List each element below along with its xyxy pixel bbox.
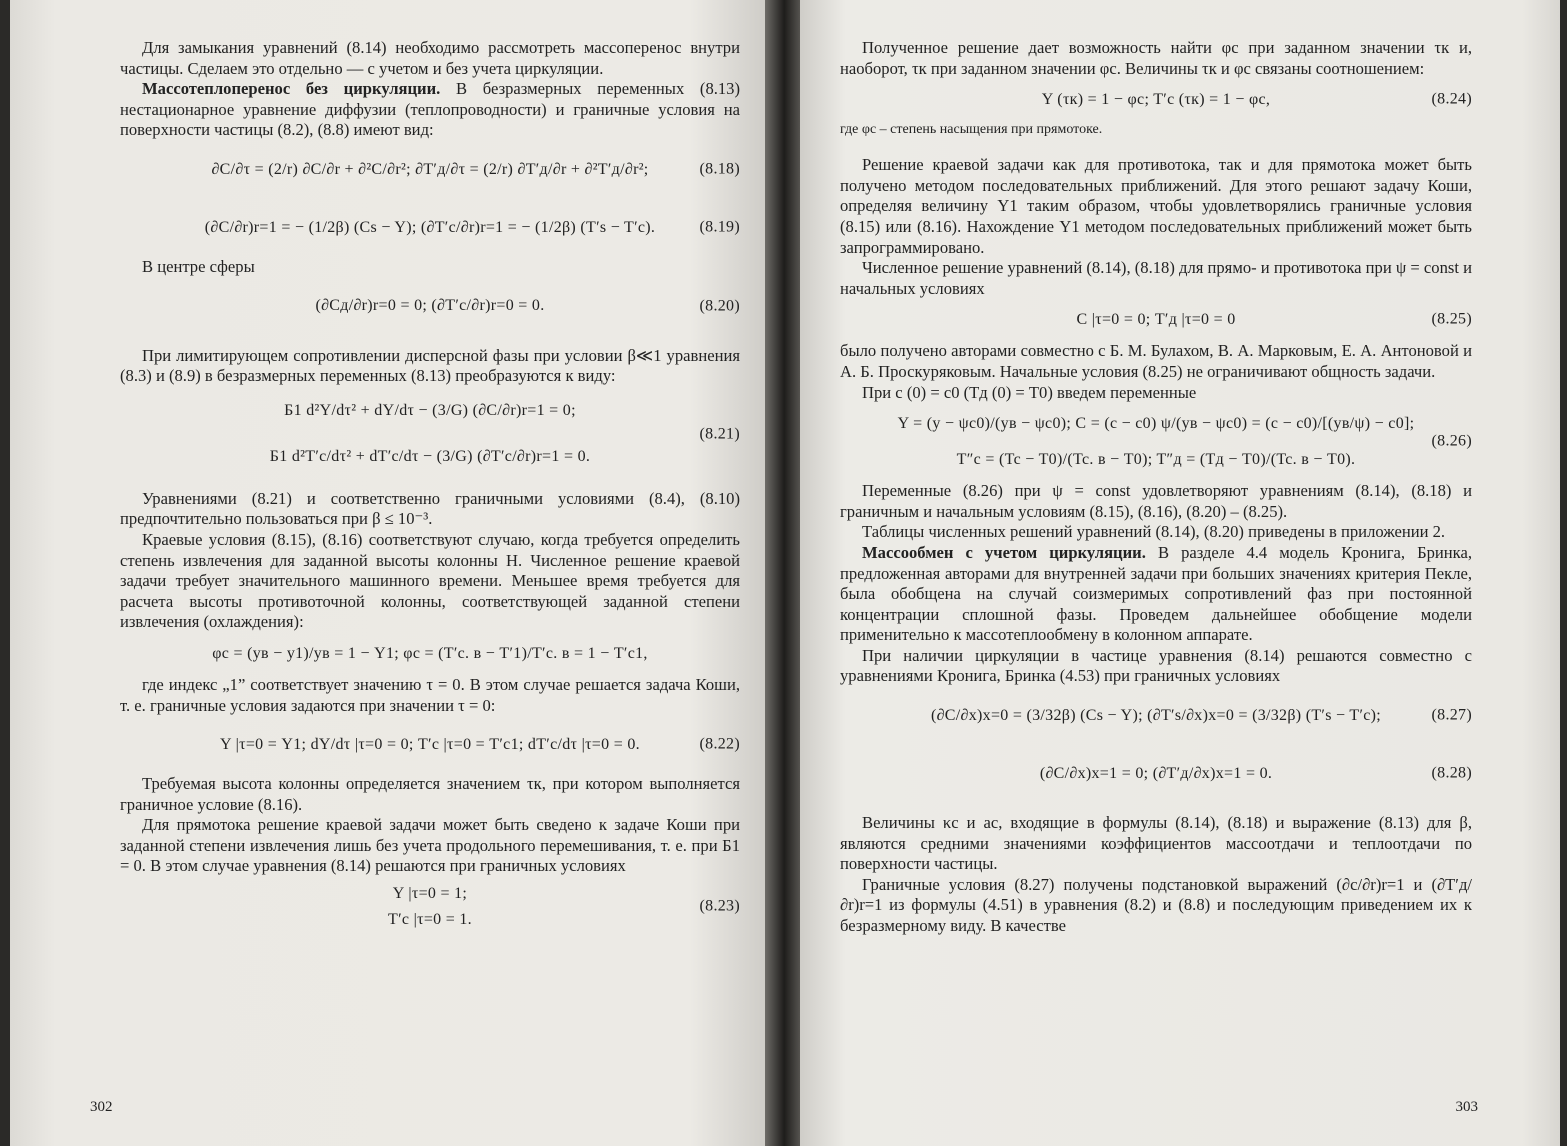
equation-label: (8.20) — [699, 297, 740, 315]
equation: (∂Cд/∂r)r=0 = 0; (∂T′c/∂r)r=0 = 0. (8.20) — [120, 278, 740, 336]
equation-label: (8.24) — [1431, 90, 1472, 108]
paragraph: Таблицы численных решений уравнений (8.14), (8.20) приведены в приложении 2. — [862, 522, 1446, 542]
equation-label: (8.27) — [1431, 706, 1472, 724]
equation: φc = (yв − y1)/yв = 1 − Y1; φc = (T′c. в − T′1)/T′c. в = 1 − T′c1, — [212, 644, 648, 662]
paragraph: Краевые условия (8.15), (8.16) соответствуют случаю, когда требуется определить степень извлечения для заданной высоты колонны H. Численное решение краевой задачи требует значительного машинного времени. Меньшее время требуется для расчета высоты противоточной колонны, соответствующей заданной степени извлечения (охлаждения): — [120, 529, 740, 632]
paragraph: В центре сферы — [142, 256, 255, 276]
equation: (∂C/∂x)x=0 = (3/32β) (Cs − Y); (∂T′s/∂x)x=0 = (3/32β) (T′s − T′c); (8.27) — [840, 687, 1472, 745]
page-number: 302 — [90, 1099, 113, 1115]
equation-label: (8.21) — [699, 425, 740, 443]
paragraph: было получено авторами совместно с Б. М. Булахом, В. А. Марковым, Е. А. Антоновой и А. Б. Проскуряковым. Начальные условия (8.25) не ограничивают общность задачи. — [840, 341, 1472, 381]
paragraph: Для прямотока решение краевой задачи может быть сведено к задаче Коши при заданной степени извлечения лишь без учета продольного перемешивания, т. е. при Б1 = 0. В этом случае уравнения (8.14) решаются при граничных условиях — [120, 815, 740, 876]
paragraph: При лимитирующем сопротивлении дисперсной фазы при условии β≪1 уравнения (8.3) и (8.9) в безразмерных переменных (8.13) преобразуются к виду: — [120, 345, 740, 386]
right-page-text — [840, 38, 1472, 937]
paragraph: При наличии циркуляции в частице уравнения (8.14) решаются совместно с уравнениями Кронига, Бринка (4.53) при граничных условиях — [840, 645, 1472, 686]
equation: Y |τ=0 = 1; T′c |τ=0 = 1. (8.23) — [388, 884, 740, 928]
equation: Y |τ=0 = Y1; dY/dτ |τ=0 = 0; T′c |τ=0 = T′c1; dT′c/dτ |τ=0 = 0. (8.22) — [120, 716, 740, 774]
paragraph: Уравнениями (8.21) и соответственно граничными условиями (8.4), (8.10) предпочтительно пользоваться при β ≤ 10⁻³. — [120, 488, 740, 529]
equation-label: (8.23) — [699, 897, 740, 915]
equation: Y (τк) = 1 − φc; T′c (τк) = 1 − φc, (8.24) — [840, 79, 1472, 121]
paragraph: Численное решение уравнений (8.14), (8.18) для прямо- и противотока при ψ = const и начальных условиях — [840, 258, 1472, 298]
paragraph: Граничные условия (8.27) получены подстановкой выражений (∂c/∂r)r=1 и (∂T′д/∂r)r=1 из формулы (4.51) в уравнения (8.2) и (8.8) и последующим приведением их к безразмерному виду. В качестве — [840, 874, 1472, 936]
equation-label: (8.19) — [699, 218, 740, 236]
equation-label: (8.26) — [1431, 432, 1472, 450]
paragraph: Массотеплоперенос без циркуляции. В безразмерных переменных (8.13) нестационарное уравнение диффузии (теплопроводности) и граничные условия на поверхности частицы (8.2), (8.8) имеют вид: — [120, 79, 741, 140]
paragraph: Требуемая высота колонны определяется значением τк, при котором выполняется граничное условие (8.16). — [120, 774, 740, 814]
paragraph: Для замыкания уравнений (8.14) необходимо рассмотреть массоперенос внутри частицы. Сделаем это отдельно — с учетом и без учета циркуляции. — [120, 38, 740, 78]
equation: Б1 d²Y/dτ² + dY/dτ − (3/G) (∂C/∂r)r=1 = 0; Б1 d²T′c/dτ² + dT′c/dτ − (3/G) (∂T′c/∂r)r=1 = 0. (8.21) — [269, 402, 740, 466]
paragraph: Решение краевой задачи как для противотока, так и для прямотока может быть получено методом последовательных приближений. Для этого решают задачу Коши, определяя величину Y1 таким образом, чтобы удовлетворялись граничные условия (8.15) или (8.16). Нахождение Y1 методом последовательных приближений может быть запрограммировано. — [840, 155, 1472, 257]
right-page — [800, 0, 1560, 1146]
book-gutter — [765, 0, 800, 1146]
equation-label: (8.22) — [699, 735, 740, 753]
footnote-text: где φс – степень насыщения при прямотоке. — [840, 122, 1103, 138]
paragraph: где индекс „1” соответствует значению τ = 0. В этом случае решается задача Коши, т. е. граничные условия задаются при значении τ = 0: — [120, 674, 740, 715]
left-page — [10, 0, 765, 1146]
equation: C |τ=0 = 0; T′д |τ=0 = 0 (8.25) — [840, 299, 1472, 341]
paragraph: Переменные (8.26) при ψ = const удовлетворяют уравнениям (8.14), (8.18) и граничным и начальным условиям (8.15), (8.16), (8.20) – (8.25). — [840, 481, 1472, 521]
equation: ∂C/∂τ = (2/r) ∂C/∂r + ∂²C/∂r²; ∂T′д/∂τ = (2/r) ∂T′д/∂r + ∂²T′д/∂r²; (8.18) — [120, 141, 740, 199]
equation: (∂C/∂x)x=1 = 0; (∂T′д/∂x)x=1 = 0. (8.28) — [840, 745, 1472, 803]
equation-label: (8.25) — [1431, 311, 1472, 329]
section-heading: Массотеплоперенос без циркуляции. — [142, 79, 441, 99]
equation: (∂C/∂r)r=1 = − (1/2β) (Cs − Y); (∂T′c/∂r)r=1 = − (1/2β) (T′s − T′c). (8.19) — [120, 199, 740, 257]
paragraph: Величины κс и aс, входящие в формулы (8.14), (8.18) и выражение (8.13) для β, являются средними значениями коэффициентов массоотдачи и теплоотдачи по поверхности частицы. — [840, 813, 1472, 874]
left-page-text — [120, 38, 740, 937]
paragraph: Массообмен с учетом циркуляции. В разделе 4.4 модель Кронига, Бринка, предложенная авторами для внутренней задачи при больших значениях критерия Пекле, была обобщена на случай соизмеримых сопротивлений фаз при постоянной концентрации сплошной фазы. Проведем дальнейшее обобщение модели применительно к массотеплообмену в колонном аппарате. — [840, 542, 1472, 645]
page-number: 303 — [1455, 1099, 1478, 1115]
section-heading: Массообмен с учетом циркуляции. — [862, 542, 1146, 562]
equation-label: (8.18) — [699, 160, 740, 178]
equation-label: (8.28) — [1431, 764, 1472, 782]
paragraph: Полученное решение дает возможность найти φс при заданном значении τк и, наоборот, τк при заданном значении φс. Величины τк и φс связаны соотношением: — [840, 38, 1472, 78]
paragraph: При c (0) = c0 (Tд (0) = T0) введем переменные — [862, 382, 1197, 402]
equation: Y = (y − ψc0)/(yв − ψc0); C = (c − c0) ψ/(yв − ψc0) = (c − c0)/[(yв/ψ) − c0]; T″c = (Tc − T0)/(Tc. в − T0); T″д = (Tд − T0)/(Tc. в − T0). (8.26) — [897, 414, 1472, 468]
